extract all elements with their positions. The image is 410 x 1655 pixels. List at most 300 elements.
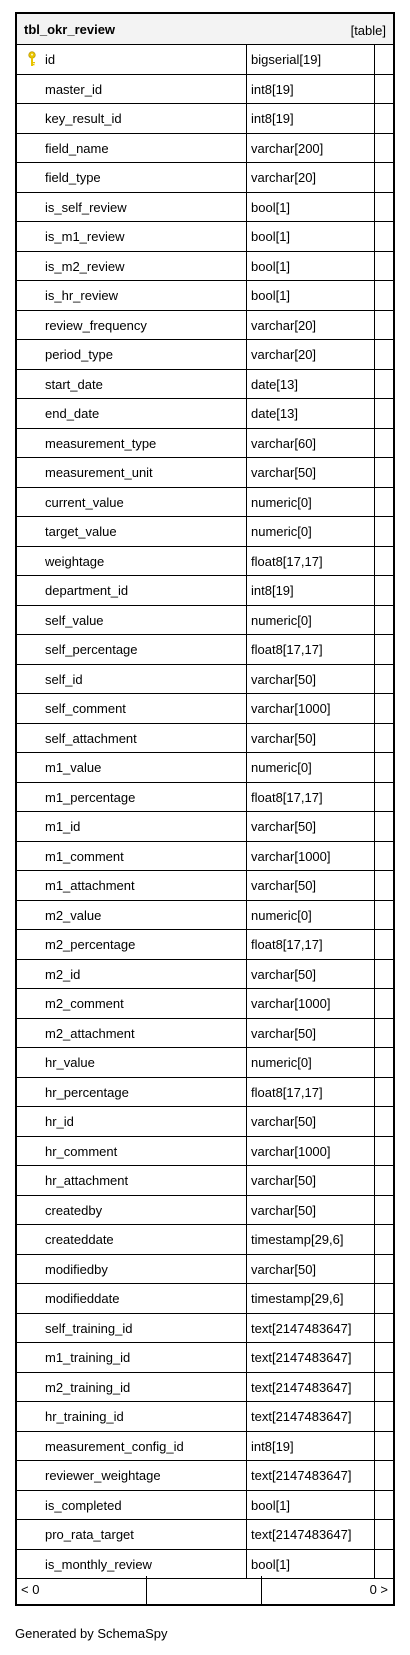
column-type: int8[19]: [251, 583, 294, 598]
column-name-cell: [17, 960, 247, 989]
column-type: varchar[50]: [251, 730, 317, 746]
column-type-cell: [247, 104, 375, 133]
column-type-cell: [247, 311, 375, 340]
column-type-cell: [247, 753, 375, 782]
column-extra-cell: [375, 1078, 393, 1107]
column-row[interactable]: [17, 576, 393, 606]
column-name-cell: [17, 1078, 247, 1107]
column-name[interactable]: m1_training_id: [45, 1350, 131, 1365]
column-extra-cell: [375, 1225, 393, 1254]
column-type: float8[17,17]: [251, 937, 323, 952]
column-extra-cell: [375, 960, 393, 989]
column-extra-cell: [375, 281, 393, 310]
column-type-cell: [247, 1107, 375, 1136]
column-type: varchar[50]: [251, 1173, 317, 1188]
column-name-cell: [17, 163, 247, 192]
column-row[interactable]: [17, 1196, 393, 1226]
column-type: varchar[50]: [251, 465, 317, 480]
column-name[interactable]: hr_id: [45, 1114, 74, 1129]
table-box: [15, 12, 395, 1606]
column-type: varchar[20]: [251, 347, 317, 362]
column-name[interactable]: m2_comment: [45, 996, 124, 1011]
column-extra-cell: [375, 635, 393, 664]
column-type-cell: [247, 134, 375, 163]
column-name[interactable]: createddate: [45, 1232, 114, 1247]
column-name-cell: [17, 399, 247, 428]
column-type: text[2147483647]: [251, 1409, 352, 1424]
column-row[interactable]: [17, 399, 393, 429]
column-extra-cell: [375, 1137, 393, 1166]
column-type-cell: [247, 547, 375, 576]
column-type: bool[1]: [251, 1556, 291, 1572]
column-name-cell: [17, 45, 247, 74]
column-name-cell: [17, 75, 247, 104]
column-name[interactable]: self_training_id: [45, 1320, 133, 1336]
table-name[interactable]: tbl_okr_review: [24, 22, 116, 37]
column-type-cell: [247, 193, 375, 222]
column-extra-cell: [375, 1520, 393, 1549]
column-name[interactable]: hr_training_id: [45, 1409, 124, 1424]
column-name-cell: [17, 1255, 247, 1284]
column-name-cell: [17, 1373, 247, 1402]
column-name[interactable]: m1_comment: [45, 848, 124, 864]
column-extra-cell: [375, 429, 393, 458]
column-type: bool[1]: [251, 1497, 291, 1513]
column-name[interactable]: self_value: [45, 612, 104, 628]
column-name-cell: [17, 1343, 247, 1372]
column-type: float8[17,17]: [251, 642, 323, 657]
column-type-cell: [247, 517, 375, 546]
column-extra-cell: [375, 517, 393, 546]
column-extra-cell: [375, 45, 393, 74]
parent-count-cell[interactable]: [17, 1576, 147, 1604]
column-type-cell: [247, 1461, 375, 1490]
column-type-cell: [247, 45, 375, 74]
column-extra-cell: [375, 576, 393, 605]
column-row[interactable]: [17, 1255, 393, 1285]
column-name-cell: [17, 665, 247, 694]
column-type-cell: [247, 252, 375, 281]
column-row[interactable]: [17, 458, 393, 488]
column-type: float8[17,17]: [251, 1084, 323, 1100]
column-name[interactable]: id: [45, 52, 56, 67]
column-row[interactable]: [17, 812, 393, 842]
column-row[interactable]: [17, 1461, 393, 1491]
column-name[interactable]: self_attachment: [45, 730, 137, 746]
column-list: [17, 45, 393, 1579]
column-type: numeric[0]: [251, 612, 312, 628]
column-name-cell: [17, 576, 247, 605]
column-extra-cell: [375, 311, 393, 340]
column-name[interactable]: reviewer_weightage: [45, 1468, 161, 1483]
column-type: varchar[60]: [251, 435, 317, 451]
column-type-cell: [247, 1373, 375, 1402]
column-name-cell: [17, 694, 247, 723]
column-row[interactable]: [17, 665, 393, 695]
column-extra-cell: [375, 1373, 393, 1402]
column-type: int8[19]: [251, 111, 294, 126]
column-type-cell: [247, 930, 375, 959]
column-type: numeric[0]: [251, 524, 312, 539]
column-name[interactable]: m1_attachment: [45, 878, 135, 893]
column-name[interactable]: measurement_config_id: [45, 1438, 184, 1454]
column-type: varchar[200]: [251, 140, 324, 156]
column-row[interactable]: [17, 1107, 393, 1137]
column-name-cell: [17, 104, 247, 133]
column-extra-cell: [375, 842, 393, 871]
column-row[interactable]: [17, 429, 393, 459]
column-row[interactable]: [17, 1078, 393, 1108]
column-row[interactable]: [17, 134, 393, 164]
column-row[interactable]: [17, 488, 393, 518]
column-name-cell: [17, 1520, 247, 1549]
column-type: varchar[1000]: [251, 701, 331, 716]
column-name[interactable]: self_percentage: [45, 642, 138, 657]
column-extra-cell: [375, 399, 393, 428]
column-name-cell: [17, 1196, 247, 1225]
column-type-cell: [247, 1402, 375, 1431]
column-extra-cell: [375, 547, 393, 576]
column-type-cell: [247, 783, 375, 812]
column-name[interactable]: field_type: [45, 170, 101, 185]
column-name-cell: [17, 252, 247, 281]
column-row[interactable]: [17, 960, 393, 990]
column-row[interactable]: [17, 1373, 393, 1403]
column-type-cell: [247, 842, 375, 871]
column-type: date[13]: [251, 406, 298, 421]
column-name-cell: [17, 901, 247, 930]
column-name-cell: [17, 783, 247, 812]
column-extra-cell: [375, 783, 393, 812]
column-name[interactable]: m2_percentage: [45, 937, 136, 952]
column-name-cell: [17, 1107, 247, 1136]
column-extra-cell: [375, 163, 393, 192]
column-name-cell: [17, 193, 247, 222]
column-row[interactable]: [17, 635, 393, 665]
column-row[interactable]: [17, 547, 393, 577]
column-name-cell: [17, 134, 247, 163]
column-type: timestamp[29,6]: [251, 1291, 344, 1306]
column-row[interactable]: [17, 1225, 393, 1255]
column-extra-cell: [375, 812, 393, 841]
column-type: varchar[1000]: [251, 996, 331, 1011]
column-name-cell: [17, 370, 247, 399]
column-name-cell: [17, 340, 247, 369]
column-extra-cell: [375, 901, 393, 930]
column-row[interactable]: [17, 694, 393, 724]
column-name[interactable]: is_m1_review: [45, 229, 125, 244]
column-type-cell: [247, 222, 375, 251]
column-row[interactable]: [17, 1432, 393, 1462]
column-type: int8[19]: [251, 1438, 294, 1454]
column-name[interactable]: self_id: [45, 671, 83, 687]
column-type-cell: [247, 724, 375, 753]
column-type-cell: [247, 989, 375, 1018]
column-extra-cell: [375, 1461, 393, 1490]
column-type-cell: [247, 812, 375, 841]
column-extra-cell: [375, 1402, 393, 1431]
column-name[interactable]: self_comment: [45, 701, 126, 716]
column-name[interactable]: hr_attachment: [45, 1173, 129, 1188]
column-type-cell: [247, 1432, 375, 1461]
column-type: varchar[50]: [251, 1114, 317, 1129]
column-type: numeric[0]: [251, 760, 312, 775]
column-type-cell: [247, 281, 375, 310]
column-type-cell: [247, 1255, 375, 1284]
column-name[interactable]: is_m2_review: [45, 258, 125, 274]
column-row[interactable]: [17, 1520, 393, 1550]
column-name[interactable]: m2_training_id: [45, 1379, 131, 1395]
column-row[interactable]: [17, 989, 393, 1019]
column-name-cell: [17, 488, 247, 517]
column-type-cell: [247, 1137, 375, 1166]
column-extra-cell: [375, 1284, 393, 1313]
column-row[interactable]: [17, 606, 393, 636]
column-type: int8[19]: [251, 81, 294, 97]
column-name-cell: [17, 222, 247, 251]
column-name[interactable]: measurement_type: [45, 435, 157, 451]
column-row[interactable]: [17, 1343, 393, 1373]
column-row[interactable]: [17, 45, 393, 75]
column-type-cell: [247, 340, 375, 369]
column-type: text[2147483647]: [251, 1468, 352, 1483]
column-row[interactable]: [17, 1314, 393, 1344]
column-name[interactable]: is_monthly_review: [45, 1556, 152, 1572]
column-type: varchar[50]: [251, 878, 317, 893]
column-type-cell: [247, 370, 375, 399]
column-type: bool[1]: [251, 229, 291, 244]
column-extra-cell: [375, 1048, 393, 1077]
column-type: date[13]: [251, 376, 298, 392]
column-extra-cell: [375, 134, 393, 163]
column-row[interactable]: [17, 222, 393, 252]
column-type: varchar[50]: [251, 1261, 317, 1277]
column-extra-cell: [375, 458, 393, 487]
primary-key-icon: [26, 51, 38, 67]
column-type: varchar[1000]: [251, 848, 331, 864]
column-type-cell: [247, 1078, 375, 1107]
column-type: varchar[50]: [251, 671, 317, 687]
column-name[interactable]: measurement_unit: [45, 465, 153, 480]
column-row[interactable]: [17, 281, 393, 311]
column-name[interactable]: is_hr_review: [45, 288, 118, 303]
column-extra-cell: [375, 193, 393, 222]
column-extra-cell: [375, 753, 393, 782]
column-row[interactable]: [17, 901, 393, 931]
column-type-cell: [247, 1284, 375, 1313]
column-row[interactable]: [17, 1550, 393, 1580]
column-row[interactable]: [17, 193, 393, 223]
column-type-cell: [247, 399, 375, 428]
column-name[interactable]: hr_percentage: [45, 1084, 129, 1100]
column-extra-cell: [375, 1255, 393, 1284]
column-name-cell: [17, 1284, 247, 1313]
column-row[interactable]: [17, 1491, 393, 1521]
column-name-cell: [17, 812, 247, 841]
column-extra-cell: [375, 370, 393, 399]
column-extra-cell: [375, 488, 393, 517]
column-name[interactable]: department_id: [45, 583, 129, 598]
column-name-cell: [17, 429, 247, 458]
column-row[interactable]: [17, 311, 393, 341]
column-row[interactable]: [17, 1166, 393, 1196]
column-name-cell: [17, 753, 247, 782]
column-row[interactable]: [17, 340, 393, 370]
column-type-cell: [247, 1314, 375, 1343]
column-name-cell: [17, 1550, 247, 1579]
column-type: timestamp[29,6]: [251, 1232, 344, 1247]
column-name-cell: [17, 1461, 247, 1490]
column-name[interactable]: review_frequency: [45, 317, 147, 333]
column-name[interactable]: current_value: [45, 494, 124, 510]
column-name[interactable]: is_self_review: [45, 199, 127, 215]
column-type-cell: [247, 1019, 375, 1048]
column-name[interactable]: m1_percentage: [45, 789, 136, 805]
column-name-cell: [17, 1314, 247, 1343]
column-type-cell: [247, 960, 375, 989]
column-name[interactable]: hr_value: [45, 1055, 95, 1070]
column-row[interactable]: [17, 842, 393, 872]
column-extra-cell: [375, 1343, 393, 1372]
column-type: varchar[50]: [251, 1202, 317, 1218]
table-header[interactable]: [17, 14, 393, 45]
child-count-cell[interactable]: [262, 1576, 393, 1604]
column-type: numeric[0]: [251, 1055, 312, 1070]
column-name[interactable]: target_value: [45, 524, 117, 539]
column-type: varchar[50]: [251, 966, 317, 982]
column-type-cell: [247, 665, 375, 694]
column-type-cell: [247, 458, 375, 487]
column-extra-cell: [375, 694, 393, 723]
column-row[interactable]: [17, 930, 393, 960]
column-type: float8[17,17]: [251, 553, 323, 569]
column-type-cell: [247, 1166, 375, 1195]
column-extra-cell: [375, 252, 393, 281]
column-name-cell: [17, 1225, 247, 1254]
column-name-cell: [17, 1491, 247, 1520]
column-name-cell: [17, 281, 247, 310]
column-type: text[2147483647]: [251, 1527, 352, 1542]
column-row[interactable]: [17, 1402, 393, 1432]
column-name-cell: [17, 842, 247, 871]
column-type: varchar[50]: [251, 1025, 317, 1041]
column-type-cell: [247, 1343, 375, 1372]
column-type-cell: [247, 1520, 375, 1549]
column-type: text[2147483647]: [251, 1379, 352, 1395]
column-row[interactable]: [17, 517, 393, 547]
column-name-cell: [17, 1048, 247, 1077]
column-extra-cell: [375, 606, 393, 635]
column-name[interactable]: period_type: [45, 347, 113, 362]
column-name-cell: [17, 606, 247, 635]
column-name[interactable]: m2_attachment: [45, 1025, 135, 1041]
column-name-cell: [17, 517, 247, 546]
column-type-cell: [247, 75, 375, 104]
column-row[interactable]: [17, 1019, 393, 1049]
column-extra-cell: [375, 340, 393, 369]
generated-by-text: Generated by SchemaSpy: [15, 1626, 168, 1641]
column-row[interactable]: [17, 252, 393, 282]
column-name[interactable]: start_date: [45, 376, 103, 392]
column-type-cell: [247, 871, 375, 900]
column-name[interactable]: key_result_id: [45, 111, 122, 126]
column-extra-cell: [375, 1196, 393, 1225]
column-name[interactable]: m2_id: [45, 966, 81, 982]
column-name[interactable]: m1_value: [45, 760, 102, 775]
column-name[interactable]: end_date: [45, 406, 100, 421]
column-type-cell: [247, 576, 375, 605]
column-type-cell: [247, 1048, 375, 1077]
column-row[interactable]: [17, 1284, 393, 1314]
column-type-cell: [247, 635, 375, 664]
column-name[interactable]: modifieddate: [45, 1291, 120, 1306]
column-type: bool[1]: [251, 288, 291, 303]
parent-count[interactable]: < 0: [21, 1582, 40, 1597]
column-row[interactable]: [17, 753, 393, 783]
column-type-cell: [247, 606, 375, 635]
column-name[interactable]: m2_value: [45, 907, 102, 923]
column-name-cell: [17, 871, 247, 900]
child-count[interactable]: 0 >: [369, 1582, 388, 1597]
table-footer: [17, 1576, 393, 1604]
column-extra-cell: [375, 75, 393, 104]
column-row[interactable]: [17, 871, 393, 901]
column-name[interactable]: createdby: [45, 1202, 103, 1218]
column-name[interactable]: hr_comment: [45, 1143, 118, 1159]
column-name-cell: [17, 1019, 247, 1048]
column-name[interactable]: is_completed: [45, 1497, 122, 1513]
column-type-cell: [247, 1225, 375, 1254]
column-type: text[2147483647]: [251, 1350, 352, 1365]
column-name[interactable]: master_id: [45, 81, 103, 97]
column-row[interactable]: [17, 1137, 393, 1167]
column-type: varchar[1000]: [251, 1143, 331, 1159]
column-extra-cell: [375, 1550, 393, 1579]
column-name-cell: [17, 989, 247, 1018]
column-type: bool[1]: [251, 199, 291, 215]
table-type-label: [table]: [350, 23, 386, 38]
column-name-cell: [17, 1166, 247, 1195]
column-type-cell: [247, 163, 375, 192]
column-type: bigserial[19]: [251, 52, 322, 67]
column-name-cell: [17, 724, 247, 753]
column-name-cell: [17, 1432, 247, 1461]
column-extra-cell: [375, 1107, 393, 1136]
column-extra-cell: [375, 930, 393, 959]
column-type-cell: [247, 901, 375, 930]
column-row[interactable]: [17, 370, 393, 400]
column-name[interactable]: modifiedby: [45, 1261, 108, 1277]
column-name[interactable]: field_name: [45, 140, 109, 156]
column-type-cell: [247, 694, 375, 723]
column-extra-cell: [375, 222, 393, 251]
column-name-cell: [17, 1402, 247, 1431]
column-name[interactable]: weightage: [45, 553, 105, 569]
column-type-cell: [247, 1491, 375, 1520]
column-extra-cell: [375, 989, 393, 1018]
column-row[interactable]: [17, 75, 393, 105]
column-row[interactable]: [17, 783, 393, 813]
column-name[interactable]: m1_id: [45, 819, 81, 834]
column-row[interactable]: [17, 104, 393, 134]
column-row[interactable]: [17, 163, 393, 193]
column-extra-cell: [375, 1166, 393, 1195]
column-row[interactable]: [17, 724, 393, 754]
column-row[interactable]: [17, 1048, 393, 1078]
column-name[interactable]: pro_rata_target: [45, 1527, 134, 1542]
column-name-cell: [17, 547, 247, 576]
column-type: numeric[0]: [251, 907, 312, 923]
